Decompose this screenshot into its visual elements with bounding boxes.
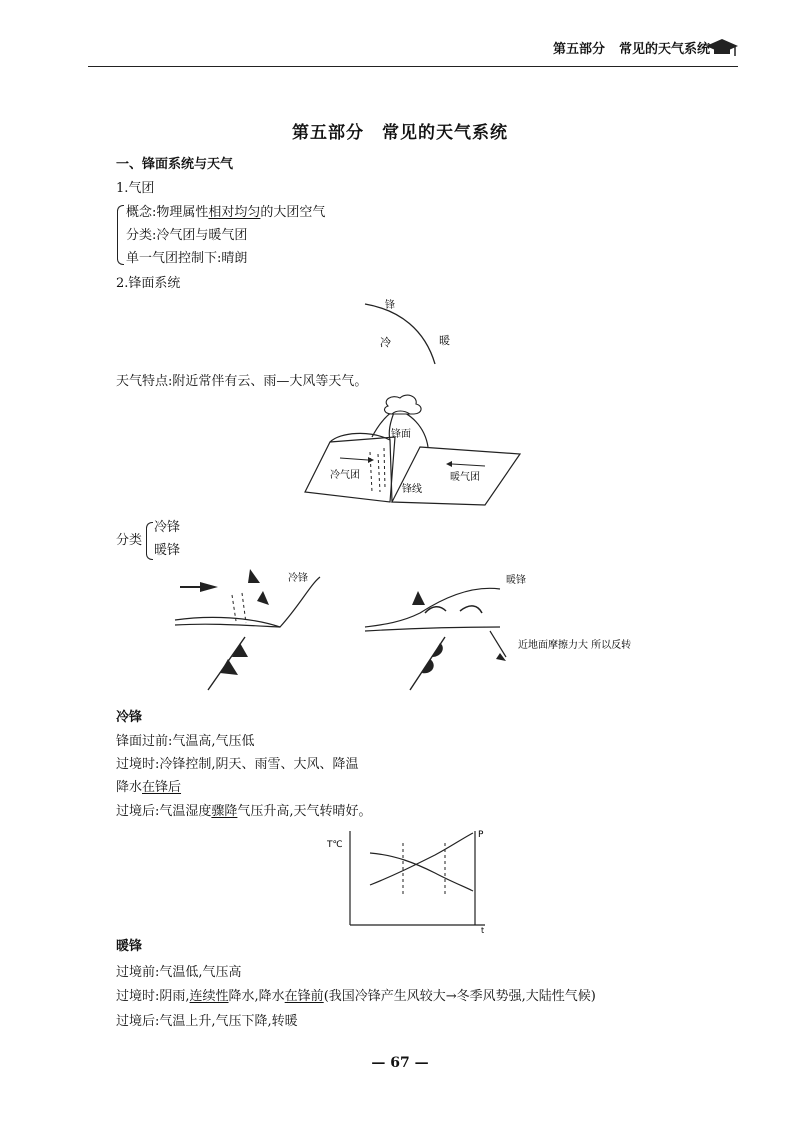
temperature-pressure-graph xyxy=(325,825,495,935)
front-types-diagram xyxy=(170,565,660,700)
svg-text:暖气团: 暖气团 xyxy=(450,472,480,483)
svg-text:锋线: 锋线 xyxy=(402,484,422,495)
svg-text:P: P xyxy=(478,830,484,840)
svg-text:暖锋: 暖锋 xyxy=(506,575,526,586)
type-warm-front: 暖锋 xyxy=(154,543,181,558)
svg-text:T℃: T℃ xyxy=(327,840,343,850)
warm-front-heading: 暖锋 xyxy=(116,939,143,954)
header-rule xyxy=(88,66,738,67)
cold-front-during: 过境时:冷锋控制,阴天、雨雪、大风、降温 xyxy=(116,757,359,772)
svg-text:暖: 暖 xyxy=(439,334,450,347)
types-brace xyxy=(146,522,153,560)
cold-front-heading: 冷锋 xyxy=(116,710,143,725)
svg-text:锋面: 锋面 xyxy=(391,429,411,440)
svg-text:锋: 锋 xyxy=(385,300,395,311)
page-title: 第五部分 常见的天气系统 xyxy=(292,123,508,143)
types-label: 分类 xyxy=(116,533,143,548)
header-part: 第五部分 xyxy=(552,42,605,57)
page-number: — 67 — xyxy=(371,1055,429,1071)
svg-text:冷锋: 冷锋 xyxy=(288,573,308,584)
svg-text:冷: 冷 xyxy=(380,336,391,349)
graduation-cap-icon xyxy=(704,36,740,60)
cold-front-precip: 降水在锋后 xyxy=(116,780,182,795)
front-block-diagram xyxy=(300,392,525,512)
air-mass-classification: 分类:冷气团与暖气团 xyxy=(126,228,248,243)
brace xyxy=(117,205,124,265)
weather-feature: 天气特点:附近常伴有云、雨—大风等天气。 xyxy=(116,374,368,389)
header-title: 常见的天气系统 xyxy=(618,42,710,57)
warm-front-before: 过境前:气温低,气压高 xyxy=(116,965,242,980)
air-mass-heading: 1.气团 xyxy=(116,181,155,196)
cold-front-before: 锋面过前:气温高,气压低 xyxy=(116,734,255,749)
cold-front-after: 过境后:气温湿度骤降气压升高,天气转晴好。 xyxy=(116,804,372,819)
svg-text:t: t xyxy=(481,926,485,935)
front-line-diagram xyxy=(355,292,475,372)
warm-front-after: 过境后:气温上升,气压下降,转暖 xyxy=(116,1014,298,1029)
front-system-heading: 2.锋面系统 xyxy=(116,276,181,291)
running-header xyxy=(553,38,710,57)
warm-front-during: 过境时:阴雨,连续性降水,降水在锋前(我国冷锋产生风较大→冬季风势强,大陆性气候) xyxy=(116,989,596,1004)
type-cold-front: 冷锋 xyxy=(154,520,181,535)
section-heading: 一、锋面系统与天气 xyxy=(116,157,234,172)
air-mass-concept: 概念:物理属性相对均匀的大团空气 xyxy=(126,205,326,220)
svg-text:冷气团: 冷气团 xyxy=(330,470,360,481)
svg-text:近地面摩擦力大 所以反转: 近地面摩擦力大 所以反转 xyxy=(518,640,632,651)
air-mass-single: 单一气团控制下:晴朗 xyxy=(126,251,248,266)
